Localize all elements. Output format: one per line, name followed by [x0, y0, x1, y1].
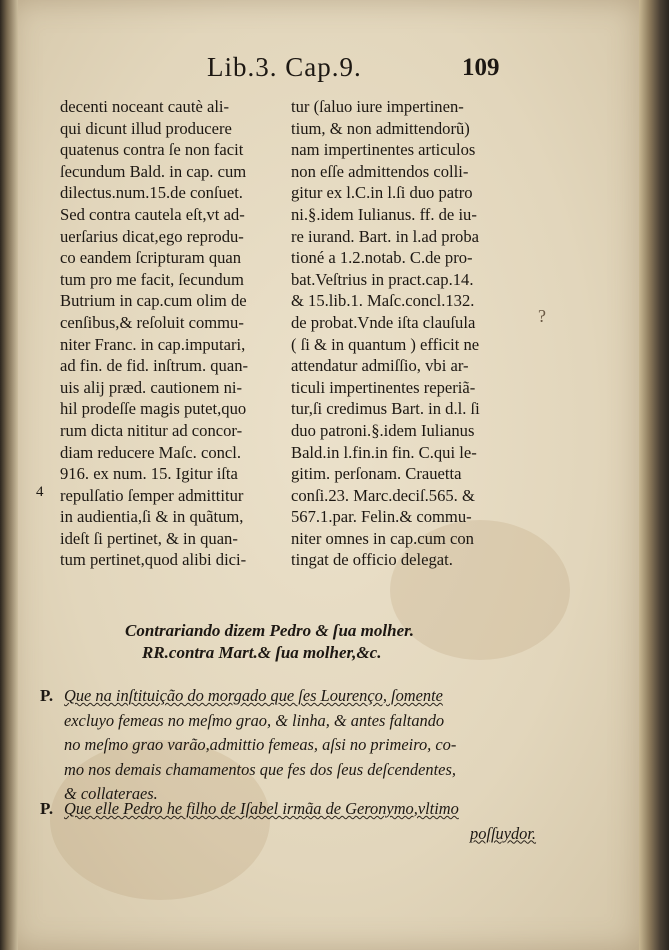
- paragraph-mark: P.: [40, 686, 54, 705]
- text-line: tum pro me facit, ſecundum: [60, 269, 244, 289]
- text-line: cenſibus,& reſoluit commu-: [60, 312, 244, 332]
- text-line: uis alij præd. cautionem ni-: [60, 377, 243, 397]
- text-line: de probat.Vnde iſta clauſula: [291, 312, 476, 332]
- text-line: [40, 797, 536, 822]
- text-line: gitim. perſonam. Crauetta: [291, 464, 462, 484]
- text-line: no meſmo grao varão,admittio femeas, aſsi no primeiro, co-: [64, 735, 457, 754]
- text-line: non eſſe admittendos colli-: [291, 161, 469, 181]
- text-line: Butrium in cap.cum olim de: [60, 291, 247, 311]
- text-line: tur (ſaluo iure impertinen-: [291, 97, 464, 116]
- text-line: ideſt ſi pertinet, & in quan-: [60, 528, 238, 548]
- text-line: tium, & non admittendorũ): [291, 118, 470, 138]
- underlined-phrase: Que elle Pedro he filho de Iſabel irmãa de Geronymo,vltimo: [64, 799, 459, 818]
- article-paragraph: [40, 797, 536, 846]
- text-line: 567.1.par. Felin.& commu-: [291, 507, 472, 527]
- margin-note-number: 4: [36, 484, 44, 500]
- text-line: dilectus.num.15.de conſuet.: [60, 183, 243, 203]
- text-line: rum dicta nititur ad concor-: [60, 420, 243, 440]
- text-line: [40, 684, 456, 709]
- text-line: gitur ex l.C.in l.ſi duo patro: [291, 183, 473, 203]
- text-line: niter omnes in cap.cum con: [291, 528, 474, 548]
- handwritten-mark: ?: [538, 306, 546, 326]
- right-text-column: [291, 96, 480, 571]
- text-line: qui dicunt illud producere: [60, 118, 232, 138]
- text-line: ad fin. de fid. inſtrum. quan-: [60, 356, 249, 376]
- text-line: conſi.23. Marc.deciſ.565. &: [291, 485, 475, 505]
- text-line: decenti noceant cautè ali-: [60, 97, 230, 116]
- text-line: attendatur admiſſio, vbi ar-: [291, 356, 469, 376]
- text-line: duo patroni.§.idem Iulianus: [291, 420, 475, 440]
- text-line: 916. ex num. 15. Igitur iſta: [60, 464, 238, 484]
- text-line: Sed contra cautela eſt,vt ad-: [60, 204, 245, 224]
- text-line: ſecundum Bald. in cap. cum: [60, 161, 247, 181]
- text-line: & 15.lib.1. Maſc.concl.132.: [291, 291, 475, 311]
- page-number: 109: [462, 54, 500, 81]
- running-head: Lib.3. Cap.9.: [207, 52, 362, 82]
- paragraph-mark: P.: [40, 799, 54, 818]
- text-line: Bald.in l.fin.in fin. C.qui le-: [291, 442, 477, 462]
- text-line: ni.§.idem Iulianus. ff. de iu-: [291, 204, 477, 224]
- text-line: co eandem ſcripturam quan: [60, 248, 242, 268]
- text-line: mo nos demais chamamentos que fes dos ſeus deſcendentes,: [64, 759, 456, 779]
- text-line: excluyo femeas no meſmo grao, & linha, & antes faltando: [64, 710, 445, 730]
- text-line: re iurand. Bart. in l.ad proba: [291, 226, 480, 246]
- text-line: bat.Veſtrius in pract.cap.14.: [291, 269, 474, 289]
- text-line: repulſatio ſemper admittitur: [60, 485, 244, 505]
- text-line: tur,ſi credimus Bart. in d.l. ſi: [291, 399, 480, 419]
- article-paragraph: [40, 684, 456, 807]
- text-line: in audientia,ſi & in quãtum,: [60, 507, 244, 527]
- page-fore-edge: [639, 0, 669, 950]
- text-line: tingat de officio delegat.: [291, 550, 453, 570]
- text-line: ticuli impertinentes reperiã-: [291, 377, 476, 397]
- text-line: nam impertinentes articulos: [291, 140, 476, 160]
- text-line: hil prodeſſe magis putet,quo: [60, 399, 247, 419]
- underlined-phrase: Que na inſtituição do morgado que ſes Lourenço, ſomente: [64, 686, 443, 705]
- binding-gutter: [0, 0, 18, 950]
- rubric-line: RR.contra Mart.& ſua molher,&c.: [142, 643, 382, 662]
- text-line: tum pertinet,quod alibi dici-: [60, 550, 247, 570]
- text-line: tioné a 1.2.notab. C.de pro-: [291, 248, 473, 268]
- text-line: [40, 822, 536, 847]
- text-line: & collateraes.: [64, 784, 158, 803]
- text-line: quatenus contra ſe non facit: [60, 140, 244, 160]
- text-line: diam reducere Maſc. concl.: [60, 442, 242, 462]
- left-text-column: [60, 96, 248, 571]
- text-line: ( ſi & in quantum ) efficit ne: [291, 334, 480, 354]
- text-line: niter Franc. in cap.imputari,: [60, 334, 246, 354]
- text-line: uerſarius dicat,ego reprodu-: [60, 226, 244, 246]
- rubric-line: Contrariando dizem Pedro & ſua molher.: [125, 621, 415, 640]
- underlined-phrase: poſſuydor.: [470, 823, 537, 843]
